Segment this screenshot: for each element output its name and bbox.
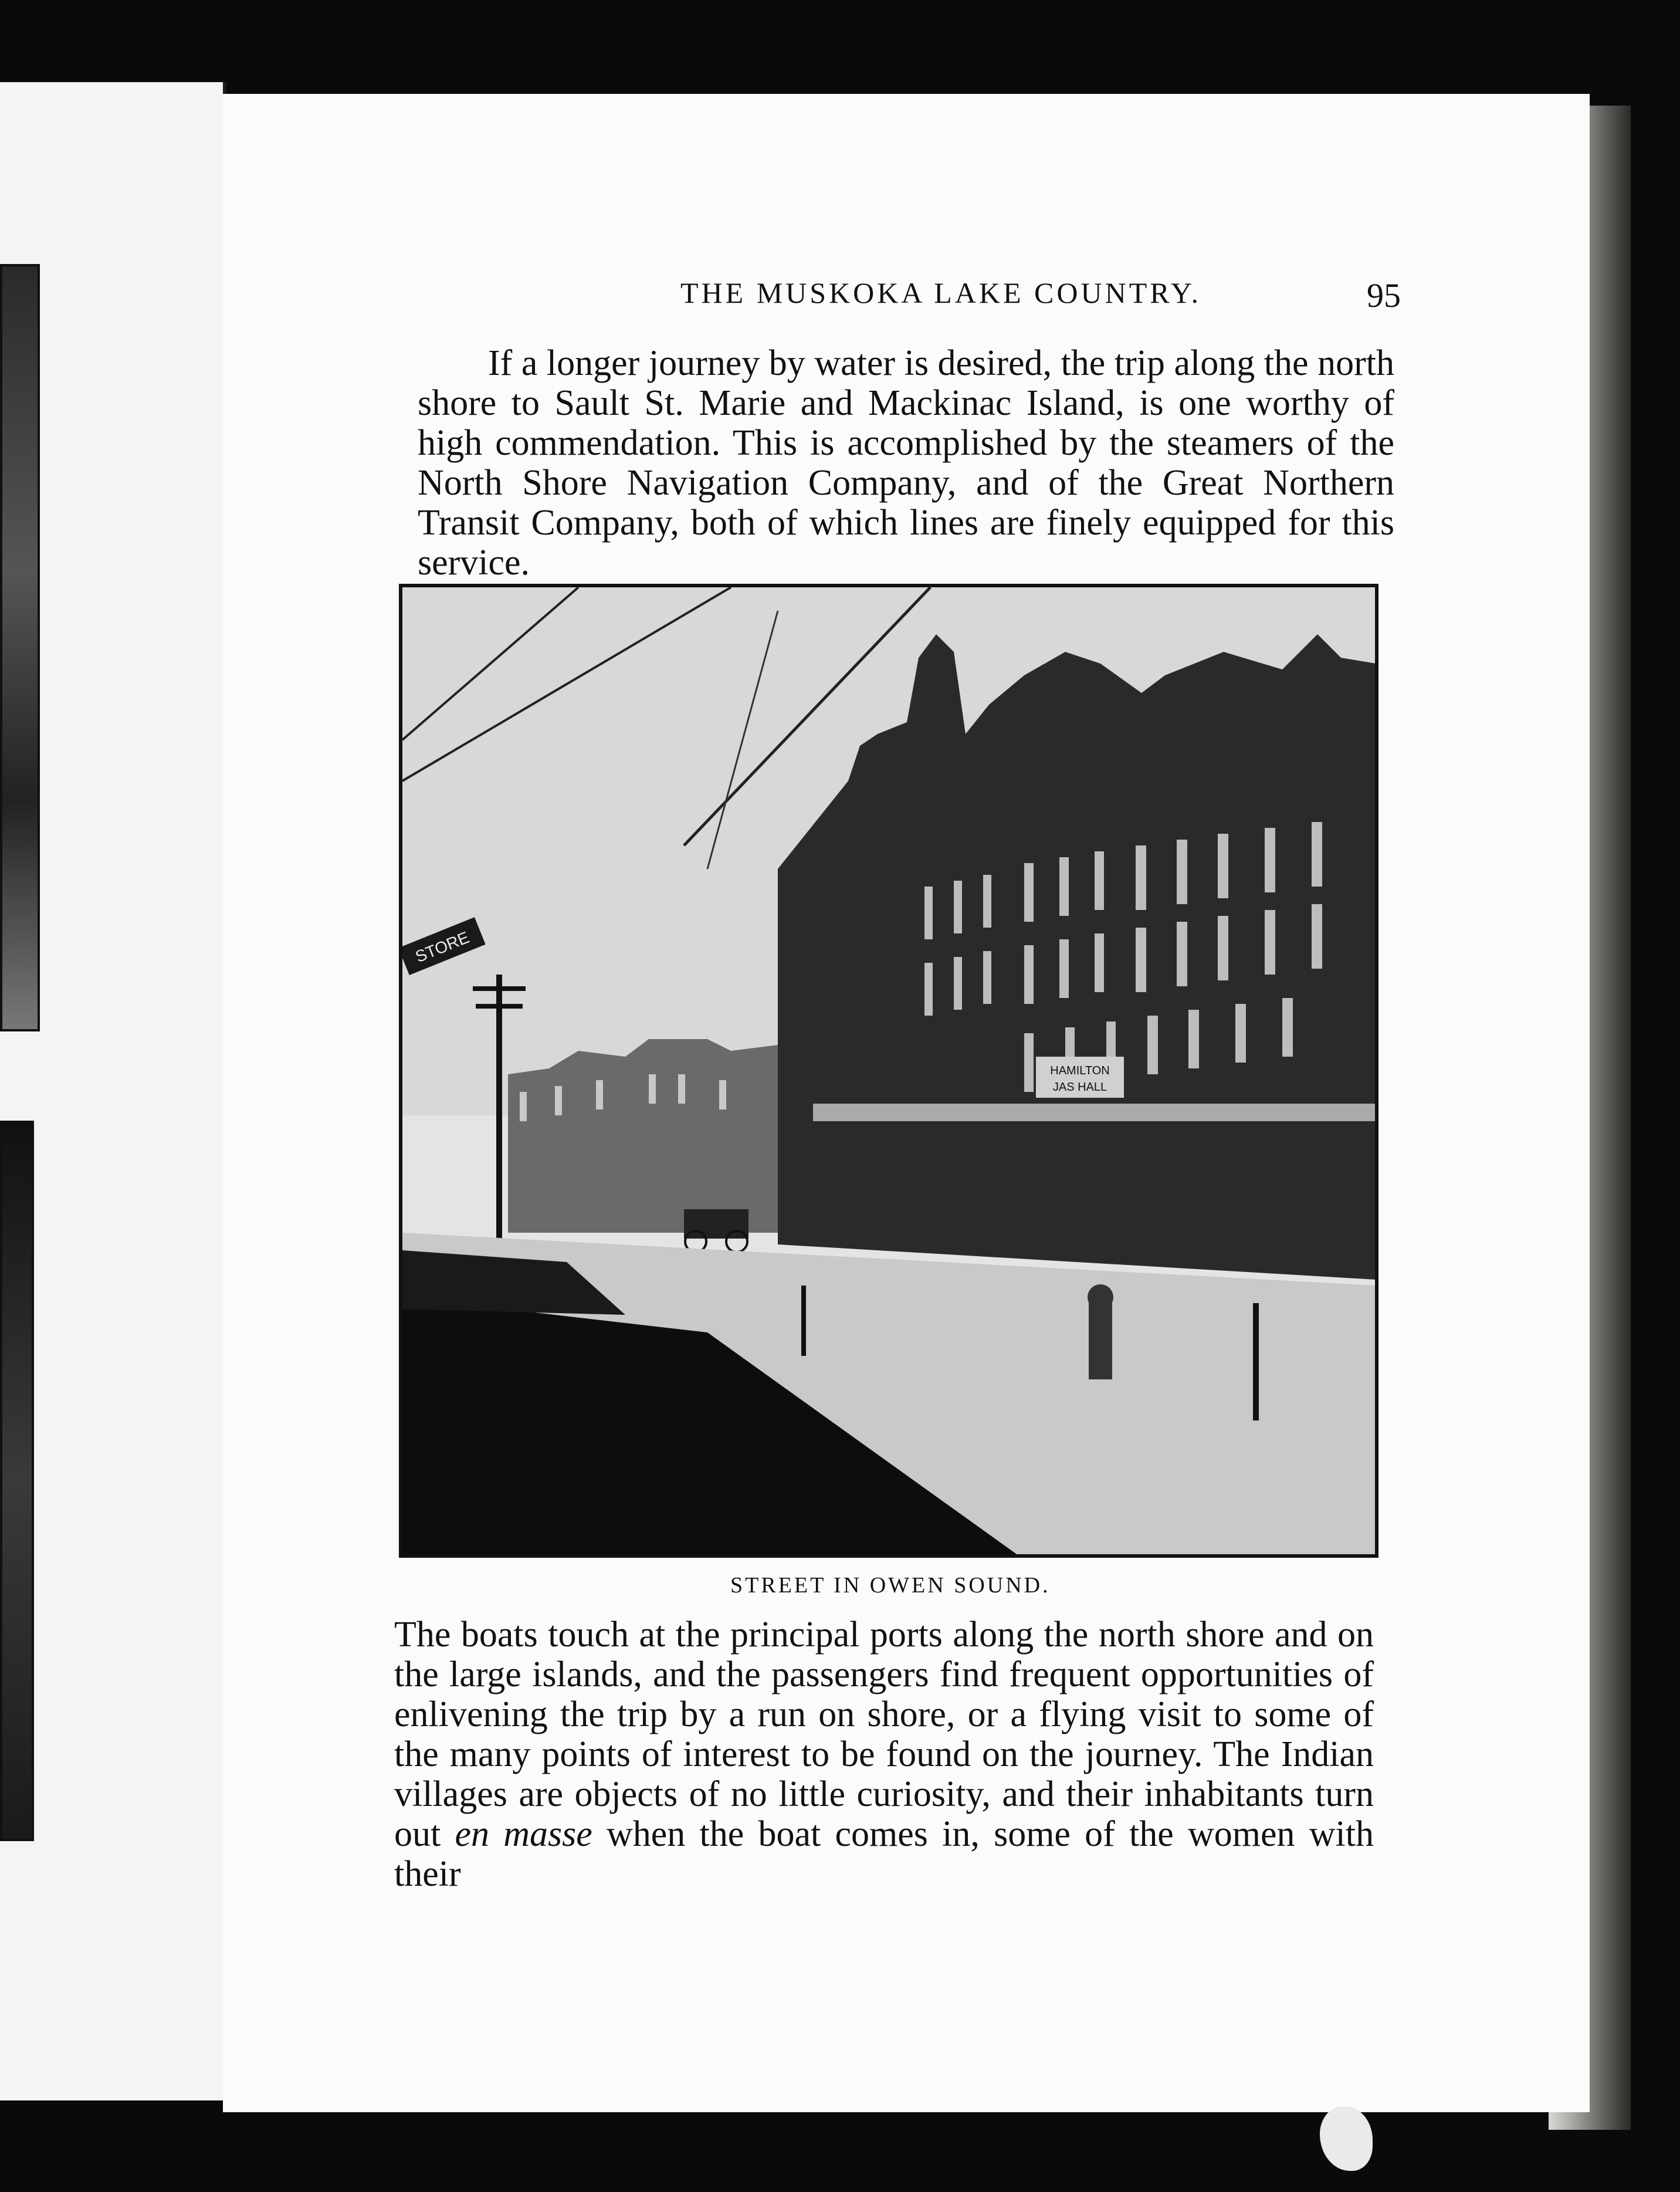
paragraph-2-text-end: when the boat comes in, some of the women with their	[394, 1814, 1374, 1894]
photo-caption: STREET IN OWEN SOUND.	[730, 1573, 1051, 1598]
hall-sign-line-1: HAMILTON	[1050, 1064, 1110, 1077]
left-page	[0, 82, 226, 2100]
page-number: 95	[1367, 276, 1401, 314]
paragraph-2	[394, 1615, 1374, 1894]
left-page-photo-top	[0, 264, 40, 1031]
paragraph-1: If a longer journey by water is desired, the trip along the north shore to Sault St. Marie and Mackinac Island, is one worthy of high commendation. This is accomplished by the steamers of the North Shore Navigation Company, and of the Great Northern Transit Company, both of which lines are finely equipped for this service.	[418, 343, 1394, 583]
street-photo	[399, 584, 1378, 1558]
paragraph-2-italic: en masse	[455, 1814, 592, 1854]
left-page-photo-bottom	[0, 1121, 34, 1841]
store-sign-text: STORE	[412, 928, 472, 966]
hall-sign-line-2: JAS HALL	[1052, 1081, 1107, 1094]
paragraph-2-text-start: The boats touch at the principal ports along the north shore and on the large islands, and the passengers find frequent opportunities of enlivening the trip by a run on shore, or a flying visit to some of the many points of interest to be found on the journey. The Indian villages are objects of no little curiosity, and their inhabitants turn out	[394, 1615, 1374, 1854]
running-head: THE MUSKOKA LAKE COUNTRY.	[680, 276, 1202, 309]
paper-speck	[1320, 2106, 1373, 2171]
